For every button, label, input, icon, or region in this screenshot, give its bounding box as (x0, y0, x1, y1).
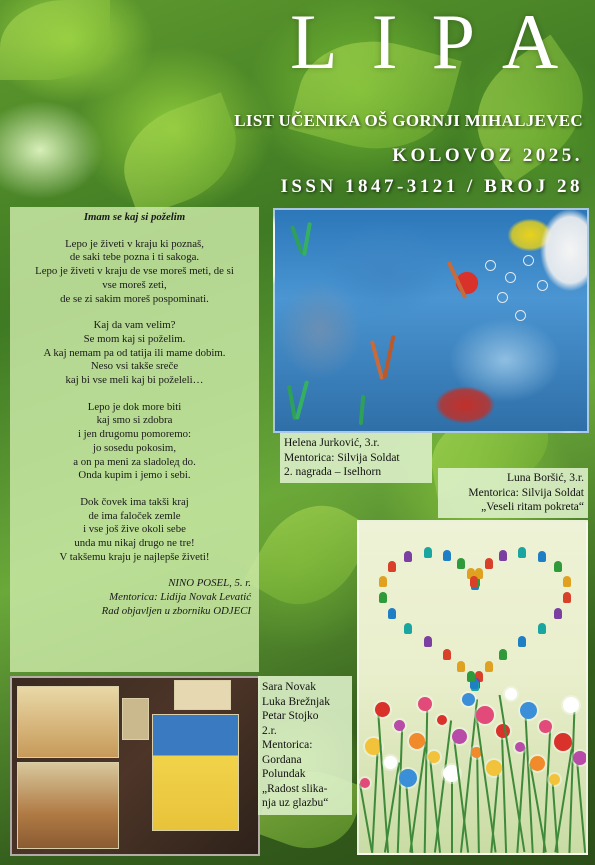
dancer-figure (388, 561, 396, 572)
artwork-title: „Radost slika- (262, 782, 328, 795)
poem-line: Se mom kaj si poželim. (83, 332, 186, 345)
dancer-figure (379, 576, 387, 587)
flower-head (409, 733, 425, 749)
dancer-figure (424, 636, 432, 647)
flower-stem (371, 746, 379, 853)
magazine-subtitle: LIST UČENIKA OŠ GORNJI MIHALJEVEC (234, 111, 583, 130)
flower-head (549, 774, 560, 785)
flower-head (418, 697, 432, 711)
poem-line: vse moreš zeti, (102, 278, 167, 291)
poem-line: i jen drugomu pomoremo: (77, 428, 192, 441)
seaweed-stroke (382, 335, 395, 379)
dancer-figure (443, 649, 451, 660)
poem-stanza (16, 238, 253, 307)
poem-line: de ima faloček zemle (88, 509, 181, 522)
flower-stem (569, 705, 576, 853)
dancer-figure (518, 636, 526, 647)
flower-stem (476, 752, 480, 853)
flower-head (520, 702, 537, 719)
poem-line: A kaj nemam pa od tatija ili mame dobim. (43, 346, 226, 359)
artist-name: Sara Novak (262, 681, 316, 693)
bubble (523, 255, 534, 266)
caption-sara (258, 676, 352, 815)
dancer-figure (457, 661, 465, 672)
bubble (505, 272, 516, 283)
flower-stem (434, 720, 452, 852)
poem-stanza (16, 401, 253, 483)
dancer-figure (485, 661, 493, 672)
artist-name: Helena Jurković, 3.r. (284, 437, 380, 449)
flower-head (399, 769, 417, 787)
mentor-name: Gordana (262, 753, 302, 766)
dancer-figure (404, 551, 412, 562)
dancer-figure (424, 547, 432, 558)
poem-line: Kaj da vam velim? (93, 319, 176, 332)
dancer-figure (554, 608, 562, 619)
flower-head (384, 756, 397, 769)
mentor-label: Mentorica: (262, 739, 313, 751)
dancer-figure (563, 592, 571, 603)
poem-line: de se zi sakim moreš pospominati. (60, 292, 209, 305)
flower-stem (451, 773, 453, 853)
poem-line: unda mu nikaj drugo ne tre! (74, 537, 195, 550)
flower-stem (500, 731, 506, 853)
leaf-decoration (108, 92, 252, 218)
mentor-name: Polundak (262, 768, 306, 780)
artist-name: Petar Stojko (262, 710, 319, 722)
dancer-figure (379, 592, 387, 603)
poem-line: kaj bi vse meli kaj bi poželeli… (65, 374, 204, 387)
painting-sheet (152, 714, 239, 831)
painting-sheet (17, 762, 119, 849)
poem-credits (16, 577, 253, 618)
artist-name: Luka Brežnjak (262, 695, 331, 708)
leaf-decoration (0, 0, 110, 80)
flower-head (539, 720, 552, 733)
dancer-figure (499, 649, 507, 660)
dancer-figure (443, 550, 451, 561)
flower-head (428, 751, 440, 763)
flower-head (476, 706, 494, 724)
flower-head (452, 729, 467, 744)
dancer-figure (499, 550, 507, 561)
dancer-figure (554, 561, 562, 572)
dancer-figure (538, 623, 546, 634)
flower-head (554, 733, 572, 751)
poem-line: de saki tebe pozna i ti sakoga. (69, 251, 200, 264)
poem-stanza (16, 319, 253, 388)
award-note: 2. nagrada – Iselhorn (284, 466, 382, 478)
grade: 2.r. (262, 724, 277, 737)
mentor-name: Mentorica: Silvija Soldat (284, 451, 400, 464)
painting-sheet (174, 680, 231, 710)
flower-head (515, 742, 525, 752)
poem-line: kaj smo si zdobra (96, 414, 173, 427)
artwork-paintings-on-wall (10, 676, 260, 856)
dancer-figure (457, 558, 465, 569)
artwork-dancers-flowers (357, 520, 588, 855)
poem-mentor: Mentorica: Lidija Novak Levatić (109, 591, 251, 604)
poem-line: Lepo je dok more biti (87, 400, 182, 413)
flower-stem (424, 704, 429, 853)
artwork-underwater-painting (273, 208, 589, 433)
magazine-title: LIPA (290, 0, 593, 85)
dancer-figure (404, 623, 412, 634)
bubble (537, 280, 548, 291)
seaweed-stroke (295, 380, 309, 420)
poem-line: a on pa meni za sladolед do. (73, 455, 196, 468)
poem-line: Neso vsi takše sreče (90, 360, 179, 373)
painting-sheet (122, 698, 149, 740)
poem-line: Dok čovek ima takši kraj (80, 495, 189, 508)
seaweed-stroke (302, 222, 312, 256)
dancer-figure (467, 671, 475, 682)
seaweed-stroke (447, 261, 468, 299)
bubble (485, 260, 496, 271)
seaweed-stroke (359, 395, 366, 425)
mentor-name: Mentorica: Silvija Soldat (468, 486, 584, 499)
flower-head (360, 778, 370, 788)
bubble (515, 310, 526, 321)
bubble (497, 292, 508, 303)
seaweed-stroke (370, 340, 384, 380)
painting-sheet (17, 686, 119, 758)
flower-head (530, 756, 545, 771)
dancer-figure (470, 576, 478, 587)
flower-head (505, 688, 517, 700)
poem-line: Lepo je živeti v kraju ki poznaš, (65, 237, 204, 250)
poem-line: Lepo je živeti v kraju de vse moreš meti, de si (35, 265, 234, 278)
poem-panel (10, 207, 259, 672)
artist-name: Luna Boršić, 3.r. (507, 472, 584, 484)
flower-head (573, 751, 587, 765)
dancer-figure (538, 551, 546, 562)
artwork-title: „Veseli ritam pokreta“ (481, 501, 584, 513)
poem-line: Onda kupim i jemo i sebi. (78, 469, 191, 482)
dancer-figure (485, 558, 493, 569)
flower-head (462, 693, 475, 706)
dancer-figure (388, 608, 396, 619)
poem-publication-note: Rad objavljen u zborniku ODJECI (101, 604, 251, 617)
issue-date: KOLOVOZ 2025. (392, 145, 583, 166)
flower-head (563, 697, 579, 713)
flower-head (486, 760, 502, 776)
flower-head (375, 702, 390, 717)
issn-issue-number: ISSN 1847-3121 / BROJ 28 (280, 176, 583, 197)
caption-luna (438, 468, 588, 518)
poem-line: i vse još žive okoli sebe (83, 523, 186, 536)
poem-line: jo sosedu pokosim, (92, 441, 177, 454)
flower-head (437, 715, 447, 725)
poem-line: V takšemu kraju je najlepše živeti! (59, 550, 210, 563)
flower-stem (542, 726, 551, 853)
artwork-title: nja uz glazbu“ (262, 797, 329, 809)
poem-stanza (16, 496, 253, 565)
poem-title: Imam se kaj si poželim (83, 211, 186, 223)
dancer-figure (563, 576, 571, 587)
dancer-figure (518, 547, 526, 558)
caption-helena (280, 433, 432, 483)
flower-head (394, 720, 405, 731)
poem-author: NINO POSEL, 5. r. (168, 577, 251, 590)
flower-stem (397, 725, 403, 853)
flower-stem (576, 758, 586, 853)
